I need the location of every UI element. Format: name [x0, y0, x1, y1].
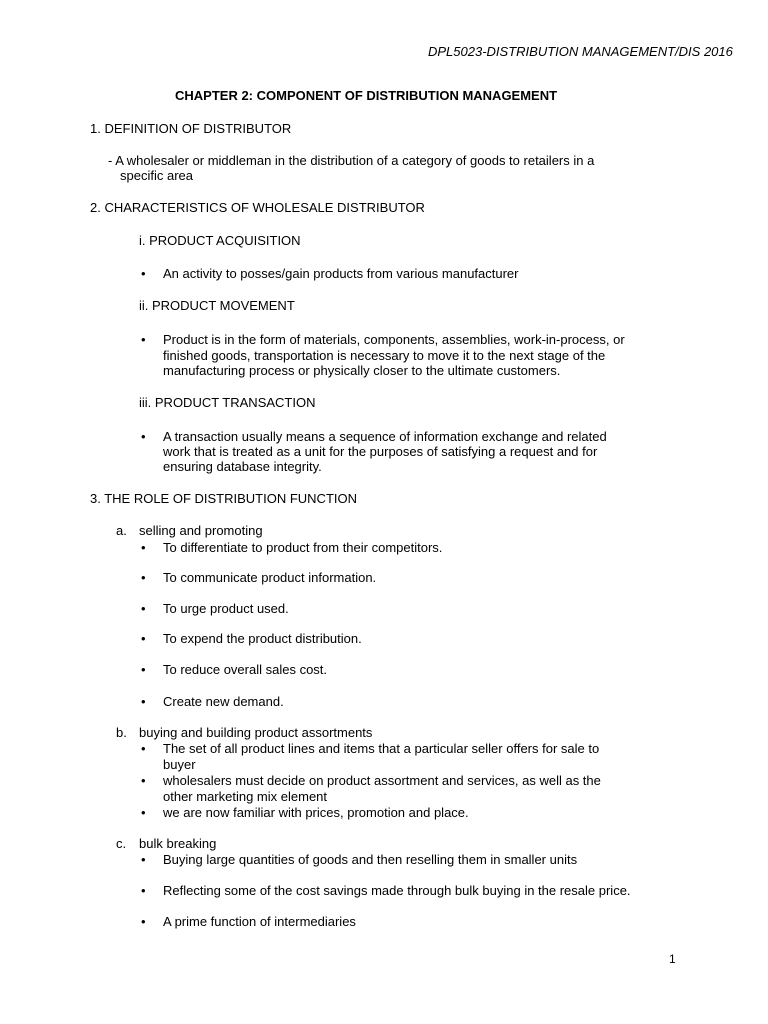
- definition-line-1: - A wholesaler or middleman in the distribution of a category of goods to retailers in a: [108, 153, 595, 168]
- bullet-item: • To expend the product distribution.: [163, 631, 362, 646]
- bullet-item-continuation: work that is treated as a unit for the purposes of satisfying a request and for: [163, 444, 598, 459]
- subheading-product-acquisition: i. PRODUCT ACQUISITION: [139, 233, 301, 248]
- bullet-item: • Reflecting some of the cost savings made through bulk buying in the resale price.: [163, 883, 631, 898]
- subheading-buying-and-building: buying and building product assortments: [139, 725, 373, 740]
- bullet-item-continuation: buyer: [163, 757, 196, 772]
- bullet-item: • A transaction usually means a sequence of information exchange and related: [163, 429, 607, 444]
- bullet-item: • To reduce overall sales cost.: [163, 662, 327, 677]
- bullet-item: • The set of all product lines and items that a particular seller offers for sale to: [163, 741, 599, 756]
- definition-line-2: specific area: [120, 168, 193, 183]
- list-letter: a.: [116, 523, 127, 538]
- list-letter: c.: [116, 836, 127, 851]
- bullet-item-continuation: ensuring database integrity.: [163, 459, 322, 474]
- bullet-item: • An activity to posses/gain products from various manufacturer: [163, 266, 519, 281]
- subheading-product-transaction: iii. PRODUCT TRANSACTION: [139, 395, 316, 410]
- chapter-title: CHAPTER 2: COMPONENT OF DISTRIBUTION MANAGEMENT: [175, 88, 558, 103]
- bullet-item-continuation: manufacturing process or physically closer to the ultimate customers.: [163, 363, 561, 378]
- bullet-item: • Create new demand.: [163, 694, 284, 709]
- bullet-item: • To communicate product information.: [163, 570, 376, 585]
- section-1-heading: 1. DEFINITION OF DISTRIBUTOR: [90, 121, 292, 136]
- list-letter: b.: [116, 725, 127, 740]
- running-header: DPL5023-DISTRIBUTION MANAGEMENT/DIS 2016: [428, 44, 733, 59]
- bullet-item: • To differentiate to product from their competitors.: [163, 540, 442, 555]
- page-number: 1: [669, 952, 676, 966]
- bullet-item: • wholesalers must decide on product assortment and services, as well as the: [163, 773, 601, 788]
- subheading-selling-and-promoting: selling and promoting: [139, 523, 263, 538]
- bullet-item: • To urge product used.: [163, 601, 289, 616]
- subheading-product-movement: ii. PRODUCT MOVEMENT: [139, 298, 295, 313]
- bullet-item-continuation: other marketing mix element: [163, 789, 328, 804]
- section-2-heading: 2. CHARACTERISTICS OF WHOLESALE DISTRIBUTOR: [90, 200, 425, 215]
- bullet-item: • Buying large quantities of goods and then reselling them in smaller units: [163, 852, 577, 867]
- section-3-heading: 3. THE ROLE OF DISTRIBUTION FUNCTION: [90, 491, 358, 506]
- bullet-item-continuation: finished goods, transportation is necessary to move it to the next stage of the: [163, 348, 606, 363]
- subheading-bulk-breaking: bulk breaking: [139, 836, 217, 851]
- bullet-item: • A prime function of intermediaries: [163, 914, 356, 929]
- bullet-item: • Product is in the form of materials, components, assemblies, work-in-process, or: [163, 332, 625, 347]
- bullet-item: • we are now familiar with prices, promotion and place.: [163, 805, 469, 820]
